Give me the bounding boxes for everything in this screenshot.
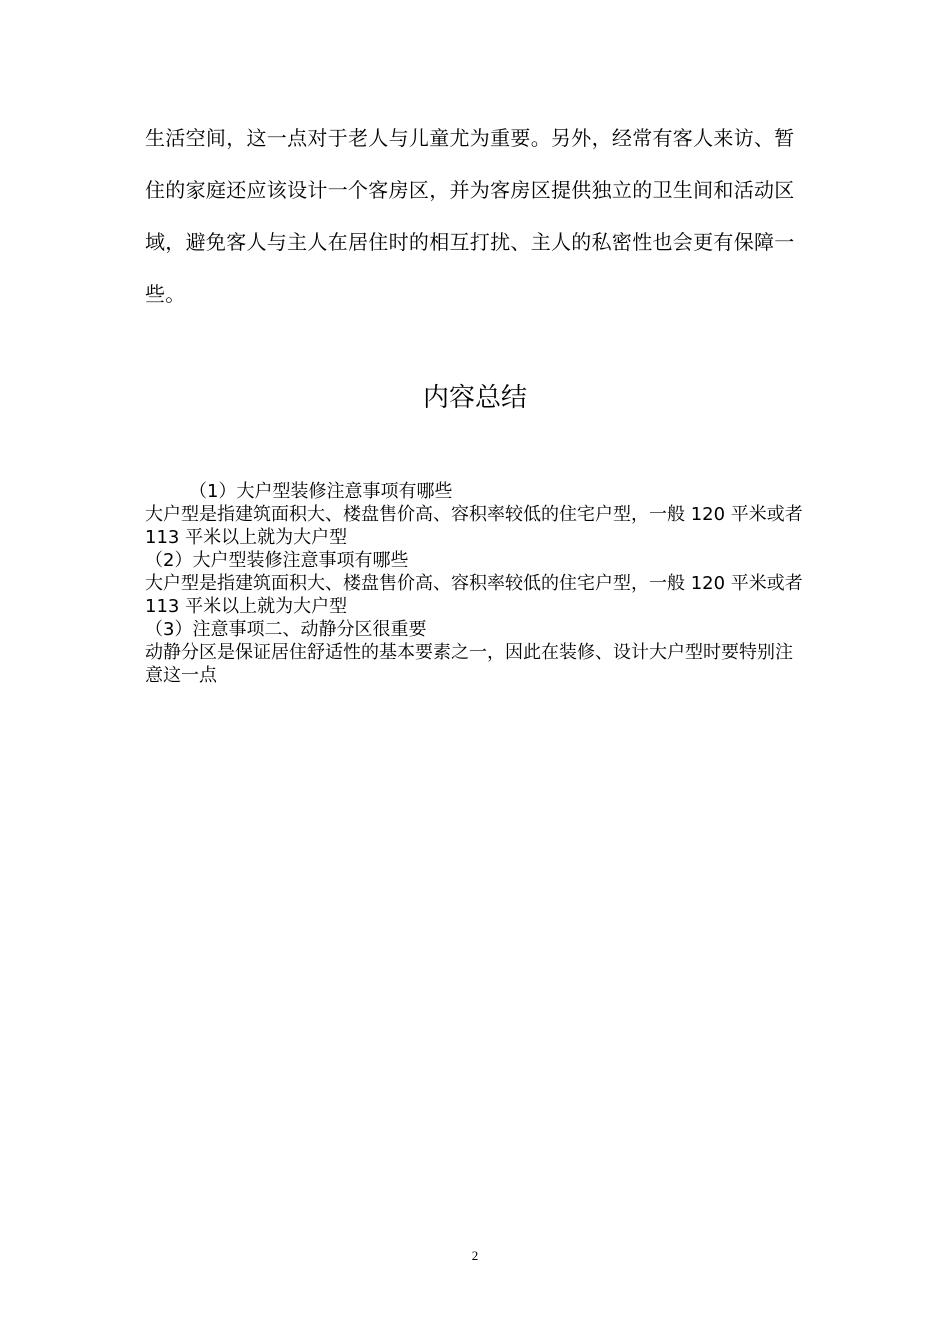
summary-item bbox=[145, 480, 810, 549]
body-paragraph: 生活空间，这一点对于老人与儿童尤为重要。另外，经常有客人来访、暂住的家庭还应该设计一个客房区，并为客房区提供独立的卫生间和活动区域，避免客人与主人在居住时的相互打扰、主人的私密性也会更有保障一些。 bbox=[145, 126, 795, 306]
summary-item bbox=[145, 549, 810, 618]
summary-list bbox=[145, 480, 810, 687]
summary-item-title: （1）大户型装修注意事项有哪些 bbox=[189, 481, 453, 502]
summary-item bbox=[145, 618, 810, 687]
summary-item-title: （3）注意事项二、动静分区很重要 bbox=[145, 619, 427, 640]
summary-heading: 内容总结 bbox=[422, 383, 527, 413]
summary-item-body: 动静分区是保证居住舒适性的基本要素之一，因此在装修、设计大户型时要特别注意这一点 bbox=[145, 642, 793, 686]
summary-item-body: 大户型是指建筑面积大、楼盘售价高、容积率较低的住宅户型，一般 120 平米或者 113 平米以上就为大户型 bbox=[145, 573, 803, 617]
page-number: 2 bbox=[471, 1248, 479, 1263]
summary-item-title: （2）大户型装修注意事项有哪些 bbox=[145, 550, 409, 571]
summary-item-body: 大户型是指建筑面积大、楼盘售价高、容积率较低的住宅户型，一般 120 平米或者 113 平米以上就为大户型 bbox=[145, 504, 803, 548]
